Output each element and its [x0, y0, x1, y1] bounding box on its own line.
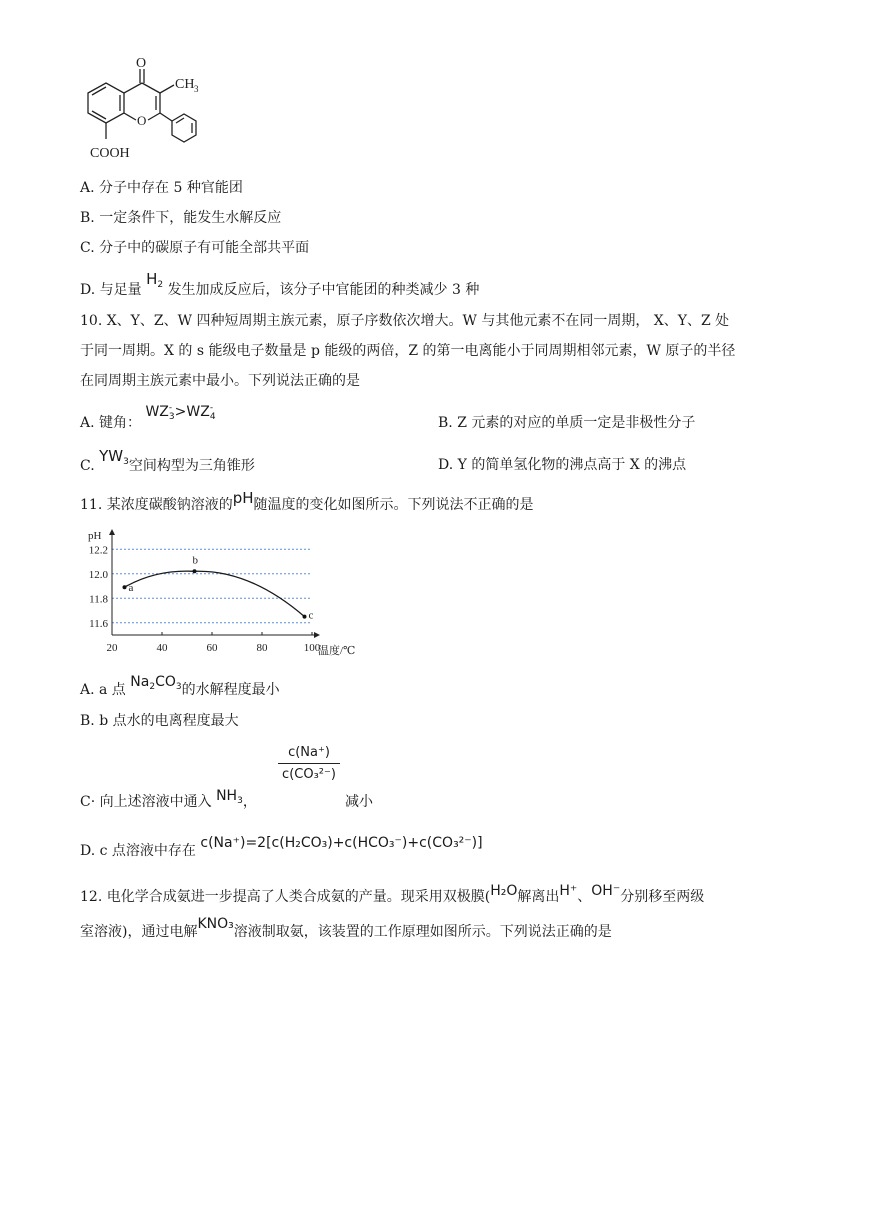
x-tick-label-4: 100	[303, 642, 321, 654]
q10-wz4-subscript: 4	[209, 412, 216, 422]
q10-yw3-subscript: 3	[123, 457, 129, 467]
point-label-c: c	[308, 609, 314, 622]
q11-na-subscript: 2	[149, 682, 156, 692]
q12-line1-suffix: 分别移至两级	[620, 889, 705, 905]
q9-h2-formula	[146, 270, 163, 288]
q12-line2-suffix: 溶液制取氨，该装置的工作原理如图所示。下列说法正确的是	[233, 924, 612, 940]
q9-h2-symbol: H	[146, 270, 158, 288]
q12-stem-line1	[80, 883, 705, 907]
q11-option-c-comma: ，	[242, 794, 257, 810]
q10-option-a-prefix: A. 键角：	[80, 415, 142, 431]
q9-cooh-label: COOH	[90, 146, 130, 161]
q11-nh-subscript: 3	[237, 796, 243, 806]
y-tick-label-0: 12.2	[88, 544, 108, 557]
x-axis-arrow	[314, 632, 320, 638]
q11-option-c-prefix: C· 向上述溶液中通入	[80, 794, 212, 810]
q11-stem-suffix: 随温度的变化如图所示。下列说法不正确的是	[253, 497, 534, 513]
q10-stem-line2: 于同一周期。X 的 s 能级电子数量是 p 能级的两倍，Z 的第一电离能小于同周期相邻元素，W 原子的半径	[80, 343, 736, 359]
q9-carbonyl-o: O	[136, 56, 147, 71]
point-label-a: a	[128, 582, 134, 595]
q11-option-c	[80, 788, 257, 817]
x-tick-label-2: 60	[206, 642, 218, 654]
q10-yw3-formula	[99, 447, 129, 465]
q10-stem-line1: 10. X、Y、Z、W 四种短周期主族元素，原子序数依次增大。W 与其他元素不在同一周期， X、Y、Z 处	[80, 313, 730, 329]
point-c	[303, 615, 307, 619]
q11-concentration-ratio	[278, 745, 340, 782]
y-tick-label-3: 11.6	[89, 617, 108, 630]
q10-bond-angle-formula	[145, 404, 215, 420]
q11-na2co3-formula	[130, 674, 181, 690]
q11-ph-symbol: pH	[232, 489, 254, 507]
q10-stem-line3: 在同周期主族元素中最小。下列说法正确的是	[80, 373, 360, 389]
q9-option-b: B. 一定条件下，能发生水解反应	[80, 210, 282, 226]
q9-option-d-suffix: 发生加成反应后，该分子中官能团的种类减少 3 种	[167, 282, 480, 298]
q10-option-c	[80, 447, 255, 481]
q10-option-c-prefix: C.	[80, 458, 95, 474]
q11-option-d-prefix: D. c 点溶液中存在	[80, 843, 196, 859]
q12-line1-sep: 、	[577, 889, 592, 905]
q12-oh-ion: OH⁻	[591, 883, 621, 899]
y-axis-arrow	[109, 529, 115, 535]
q11-option-c-suffix: 减小	[345, 794, 373, 810]
q9-option-d-prefix: D. 与足量	[80, 282, 142, 298]
point-b	[193, 569, 197, 573]
q9-option-c: C. 分子中的碳原子有可能全部共平面	[80, 240, 310, 256]
q11-option-d	[80, 835, 483, 861]
q9-molecule-structure	[78, 55, 208, 165]
q12-line1-prefix: 12. 电化学合成氨进一步提高了人类合成氨的产量。现采用双极膜(	[80, 889, 491, 905]
q10-option-a	[80, 403, 216, 433]
q10-wz3-subscript: 3	[168, 412, 175, 422]
q11-co-symbol: CO	[155, 674, 176, 690]
q9-option-a: A. 分子中存在 5 种官能团	[80, 180, 243, 196]
chart-y-axis-label: pH	[88, 530, 102, 542]
q12-h2o-formula: H₂O	[490, 883, 518, 899]
q10-yw3-symbol: YW	[99, 447, 124, 465]
q10-option-b: B. Z 元素的对应的单质一定是非极性分子	[438, 415, 696, 431]
q11-stem	[80, 489, 534, 515]
x-tick-label-0: 20	[106, 642, 118, 654]
q11-option-a	[80, 674, 280, 705]
q10-wz3-charge: -	[168, 403, 173, 413]
y-tick-label-1: 12.0	[88, 568, 108, 581]
x-tick-label-1: 40	[156, 642, 168, 654]
q9-ring-o: O	[137, 113, 147, 128]
q11-ratio-denominator: c(CO₃²⁻)	[282, 767, 336, 782]
point-a	[123, 585, 127, 589]
q11-ph-temperature-chart	[78, 525, 378, 660]
q10-greater-than: >	[174, 404, 187, 420]
q10-option-d: D. Y 的简单氢化物的沸点高于 X 的沸点	[438, 457, 687, 473]
q11-charge-balance-formula: c(Na⁺)=2[c(H₂CO₃)+c(HCO₃⁻)+c(CO₃²⁻)]	[200, 835, 483, 851]
q10-wz4-charge: -	[209, 403, 214, 413]
q12-line1-mid: 解离出	[517, 889, 560, 905]
q12-kno3-formula: KNO₃	[197, 916, 234, 932]
x-tick-label-3: 80	[256, 642, 268, 654]
q11-option-b: B. b 点水的电离程度最大	[80, 713, 239, 729]
q9-methyl-label: CH	[175, 77, 195, 92]
q10-option-c-suffix: 空间构型为三角锥形	[128, 458, 255, 474]
q12-h-ion: H⁺	[559, 883, 578, 899]
q11-co-subscript: 3	[175, 682, 182, 692]
q11-na-symbol: Na	[130, 674, 150, 690]
q11-option-a-prefix: A. a 点	[80, 682, 126, 698]
q9-option-d	[80, 270, 480, 305]
q12-stem-line2	[80, 916, 612, 942]
q11-ratio-numerator: c(Na⁺)	[288, 745, 330, 760]
q9-h2-subscript: 2	[157, 280, 164, 290]
point-label-b: b	[192, 554, 198, 567]
q11-stem-prefix: 11. 某浓度碳酸钠溶液的	[80, 497, 233, 513]
q12-line2-prefix: 室溶液)，通过电解	[80, 924, 198, 940]
q11-option-a-suffix: 的水解程度最小	[181, 682, 280, 698]
q9-methyl-sub: 3	[194, 84, 199, 94]
q10-wz3-symbol: WZ	[145, 404, 169, 420]
q11-nh3-formula	[216, 788, 243, 804]
q10-wz4-symbol: WZ	[186, 404, 210, 420]
series-line	[125, 571, 305, 617]
y-tick-label-2: 11.8	[89, 593, 108, 606]
chart-x-axis-label: 温度/℃	[318, 645, 356, 657]
q11-nh-symbol: NH	[216, 788, 238, 804]
